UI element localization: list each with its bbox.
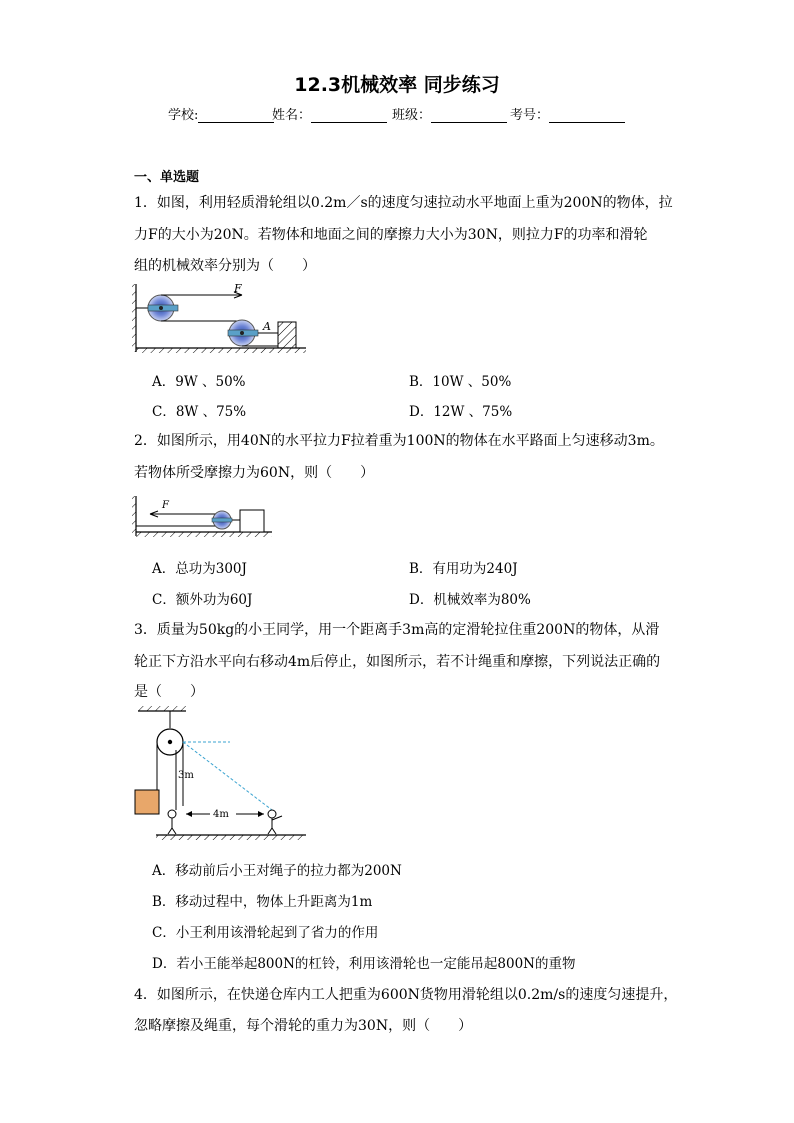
q2-option-d[interactable]: D．机械效率为80% — [409, 592, 531, 608]
q2-line-2: 若物体所受摩擦力为60N，则（ ） — [134, 465, 375, 481]
name-field — [272, 104, 387, 123]
name-blank[interactable] — [311, 108, 387, 123]
q1-line-2: 力F的大小为20N。若物体和地面之间的摩擦力大小为30N，则拉力F的功率和滑轮 — [134, 227, 648, 243]
q3-line-1: 3．质量为50kg的小王同学，用一个距离手3m高的定滑轮拉住重200N的物体，从滑 — [134, 622, 660, 638]
q1-option-d[interactable]: D．12W 、75% — [409, 404, 513, 420]
q3-figure — [126, 706, 312, 846]
page-title: 12.3机械效率 同步练习 — [294, 74, 500, 96]
q2-option-c[interactable]: C．额外功为60J — [152, 592, 253, 608]
school-field — [168, 104, 274, 123]
q1-figure — [128, 282, 310, 356]
section-title: 一、单选题 — [134, 170, 200, 185]
q2-figure — [128, 494, 276, 540]
exam-number-blank[interactable] — [549, 108, 625, 123]
school-label: 学校: — [168, 108, 199, 123]
q1-option-c[interactable]: C．8W 、75% — [152, 404, 247, 420]
q1-object-label: A — [263, 320, 271, 333]
q3-line-3: 是（ ） — [134, 684, 204, 700]
q3-option-c[interactable]: C．小王利用该滑轮起到了省力的作用 — [152, 925, 379, 941]
q1-option-a[interactable]: A．9W 、50% — [152, 374, 246, 390]
name-label: 姓名： — [272, 108, 312, 123]
q2-force-label: F — [162, 500, 169, 511]
q4-line-1: 4．如图所示，在快递仓库内工人把重为600N货物用滑轮组以0.2m/s的速度匀速提升， — [134, 987, 678, 1003]
q1-option-b[interactable]: B．10W 、50% — [409, 374, 512, 390]
q3-height-label: 3m — [178, 770, 194, 781]
class-field — [392, 104, 507, 123]
q1-force-label: F — [234, 282, 242, 295]
q3-line-2: 轮正下方沿水平向右移动4m后停止，如图所示，若不计绳重和摩擦，下列说法正确的 — [134, 654, 661, 670]
class-blank[interactable] — [431, 108, 507, 123]
q1-line-3: 组的机械效率分别为（ ） — [134, 258, 316, 274]
class-label: 班级： — [392, 108, 432, 123]
q3-option-b[interactable]: B．移动过程中，物体上升距离为1m — [152, 894, 373, 910]
q3-distance-label: 4m — [213, 809, 229, 820]
exam-number-label: 考号： — [510, 108, 550, 123]
q2-option-b[interactable]: B．有用功为240J — [409, 561, 518, 577]
q3-option-a[interactable]: A．移动前后小王对绳子的拉力都为200N — [152, 863, 402, 879]
exam-number-field — [510, 104, 625, 123]
q2-option-a[interactable]: A．总功为300J — [152, 561, 247, 577]
q4-line-2: 忽略摩擦及绳重，每个滑轮的重力为30N，则（ ） — [134, 1018, 473, 1034]
q2-line-1: 2．如图所示，用40N的水平拉力F拉着重为100N的物体在水平路面上匀速移动3m。 — [134, 433, 664, 449]
q3-option-d[interactable]: D．若小王能举起800N的杠铃，利用该滑轮也一定能吊起800N的重物 — [152, 956, 576, 972]
q1-line-1: 1．如图，利用轻质滑轮组以0.2m／s的速度匀速拉动水平地面上重为200N的物体，拉 — [134, 195, 673, 211]
school-blank[interactable] — [198, 108, 274, 123]
